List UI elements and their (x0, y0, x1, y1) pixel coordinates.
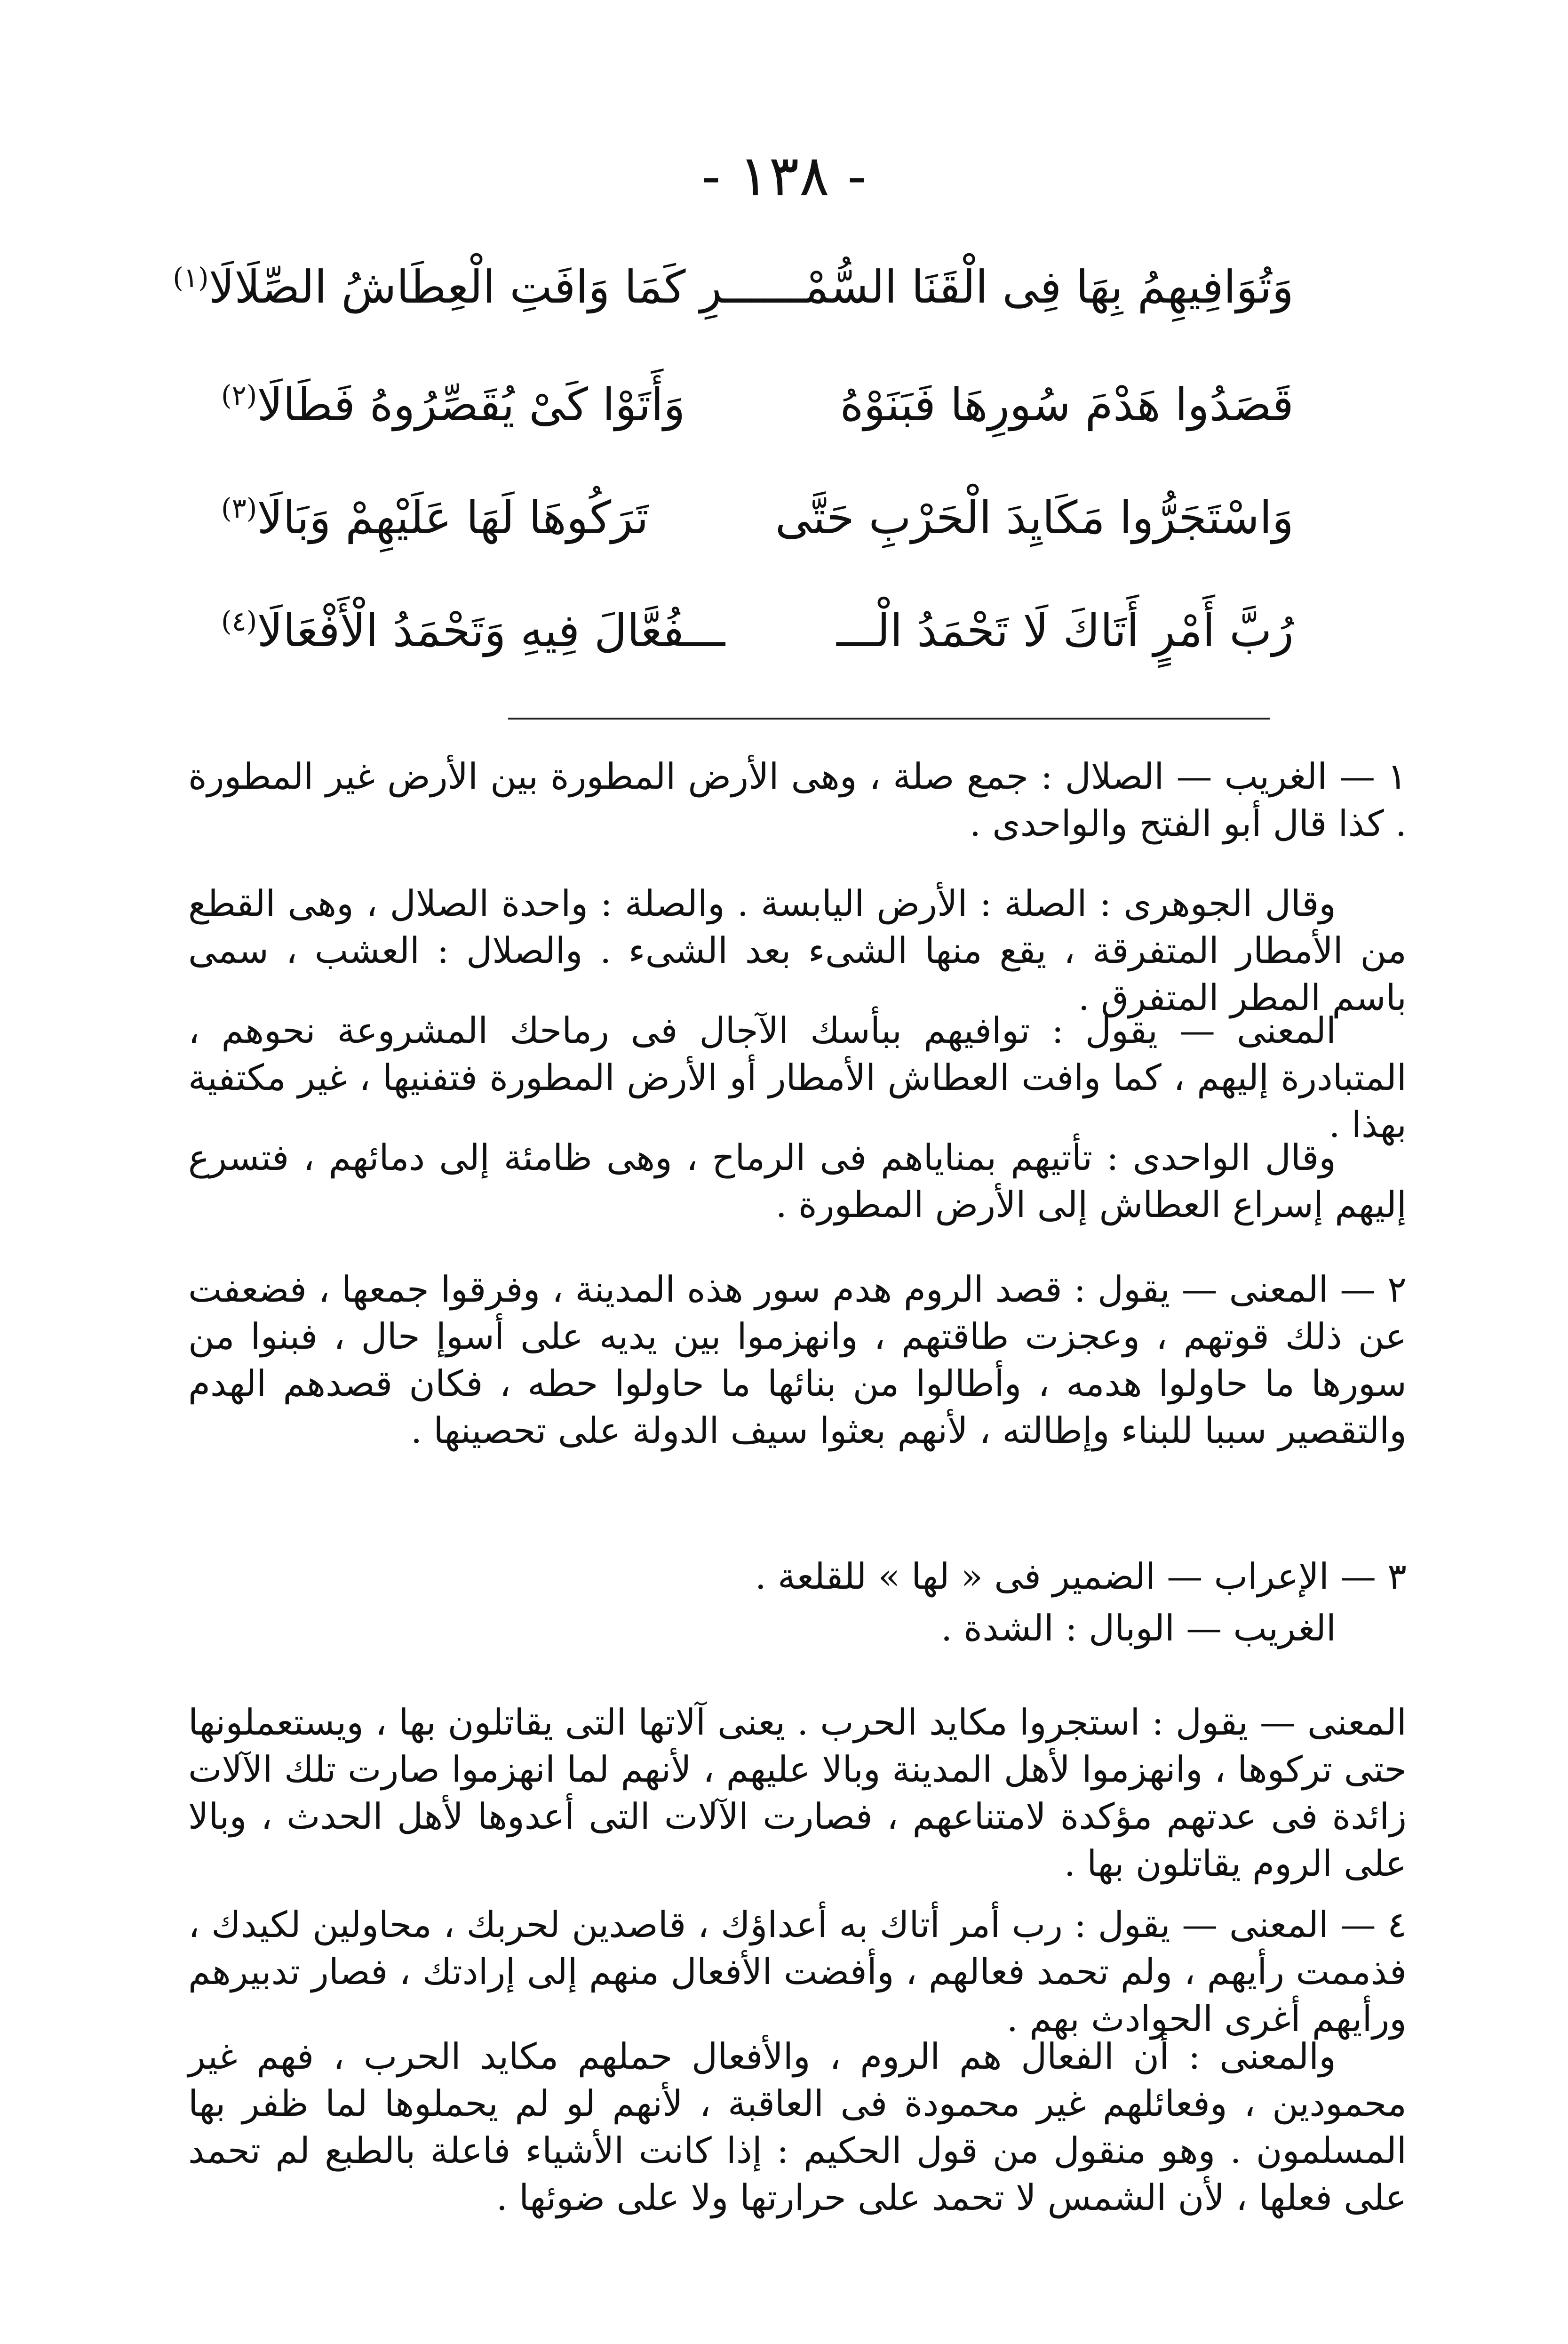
note-2-meaning: ٢ — المعنى — يقول : قصد الروم هدم سور هذه المدينة ، وفرقوا جمعها ، فضعفت عن ذلك قوتهم ، وعجزت طاقتهم ، وانهزموا بين يديه على أسوإ حال ، فبنوا من سورها ما حاولوا هدمه ، وأطالوا من بنائها ما حاولوا حطه ، فكان قصدهم الهدم والتقصير سببا للبناء وإطالته ، لأنهم بعثوا سيف الدولة على تحصينها . (188, 1268, 1407, 1451)
footnote-ref-1: (١) (173, 262, 209, 294)
verse-2-first-hemistich: قَصَدُوا هَدْمَ سُورِهَا فَبَنَوْهُ (840, 378, 1294, 431)
note-3-meaning: المعنى — يقول : استجروا مكايد الحرب . يعنى آلاتها التى يقاتلون بها ، ويستعملونها حتى تركوها ، وانهزموا لأهل المدينة وبالا عليهم ، لأنهم لما انهزموا صارت تلك الآلات زائدة فى عدتهم مؤكدة لامتناعهم ، فصارت الآلات التى أعدوها لأهل الحدث ، وبالا على الروم يقاتلون بها . (188, 1701, 1407, 1884)
note-1-meaning: المعنى — يقول : توافيهم ببأسك الآجال فى رماحك المشروعة نحوهم ، المتبادرة إليهم ، كما وافت العطاش الأمطار أو الأرض المطورة فتفنيها ، غير مكتفية بهذا . (188, 1009, 1407, 1145)
verse-4 (221, 588, 1294, 673)
note-1-gharib: ١ — الغريب — الصلال : جمع صلة ، وهى الأرض المطورة بين الأرض غير المطورة . كذا قال أبو الفتح والواحدى . (188, 755, 1407, 844)
verse-3 (221, 475, 1294, 560)
note-3-gharib: الغريب — الوبال : الشدة . (940, 1607, 1336, 1649)
verse-4-first-hemistich: رُبَّ أَمْرٍ أَتَاكَ لَا تَحْمَدُ الْـــ (836, 604, 1294, 657)
verse-1 (173, 245, 1294, 329)
note-4-explanation: والمعنى : أن الفعال هم الروم ، والأفعال حملهم مكايد الحرب ، فهم غير محمودين ، وفعائلهم غير محمودة فى العاقبة ، لأنهم لو لم يحملوها لما ظفر بها المسلمون . وهو منقول من قول الحكيم : إذا كانت الأشياء فاعلة بالطبع لم تحمد على فعلها ، لأن الشمس لا تحمد على حرارتها ولا على ضوئها . (188, 2035, 1407, 2218)
note-3-irab: ٣ — الإعراب — الضمير فى « لها » للقلعة . (755, 1555, 1407, 1597)
verse-2 (221, 362, 1294, 447)
verse-3-first-hemistich: وَاسْتَجَرُّوا مَكَايِدَ الْحَرْبِ حَتَّى (775, 491, 1294, 544)
verse-3-second-text: تَرَكُوهَا لَهَا عَلَيْهِمْ وَبَالَا (257, 491, 649, 544)
verse-2-second-hemistich (221, 362, 685, 447)
verse-1-first-hemistich: وَتُوَافِيهِمُ بِهَا فِى الْقَنَا السُّمْـــ (764, 261, 1294, 313)
verse-2-second-text: وَأَتَوْا كَىْ يُقَصِّرُوهُ فَطَالَا (257, 378, 685, 431)
footnote-ref-4: (٤) (221, 605, 257, 637)
verse-1-second-hemistich (173, 245, 764, 329)
note-1-jawhari: وقال الجوهرى : الصلة : الأرض اليابسة . والصلة : واحدة الصلال ، وهى القطع من الأمطار المتفرقة ، يقع منها الشىء بعد الشىء . والصلال : العشب ، سمى باسم المطر المتفرق . (188, 882, 1407, 1018)
page-number: - ١٣٨ - (701, 144, 867, 209)
note-1-wahidi: وقال الواحدى : تأتيهم بمناياهم فى الرماح ، وهى ظامئة إلى دمائهم ، فتسرع إليهم إسراع العطاش إلى الأرض المطورة . (188, 1136, 1407, 1225)
verse-4-second-hemistich (221, 588, 725, 673)
footnote-ref-3: (٣) (221, 492, 257, 524)
footnote-separator (508, 718, 1270, 720)
note-4-meaning: ٤ — المعنى — يقول : رب أمر أتاك به أعداؤك ، قاصدين لحربك ، محاولين لكيدك ، فذممت رأيهم ، ولم تحمد فعالهم ، وأفضت الأفعال منهم إلى إرادتك ، فصار تدبيرهم ورأيهم أغرى الحوادث بهم . (188, 1904, 1407, 2040)
verse-1-second-text: ـــرِ كَمَا وَافَتِ الْعِطَاشُ الصِّلَالَا (208, 261, 765, 313)
verse-3-second-hemistich (221, 475, 649, 560)
verse-4-second-text: ـــفُعَّالَ فِيهِ وَتَحْمَدُ الْأَفْعَالَا (257, 604, 725, 657)
footnote-ref-2: (٢) (221, 379, 257, 411)
